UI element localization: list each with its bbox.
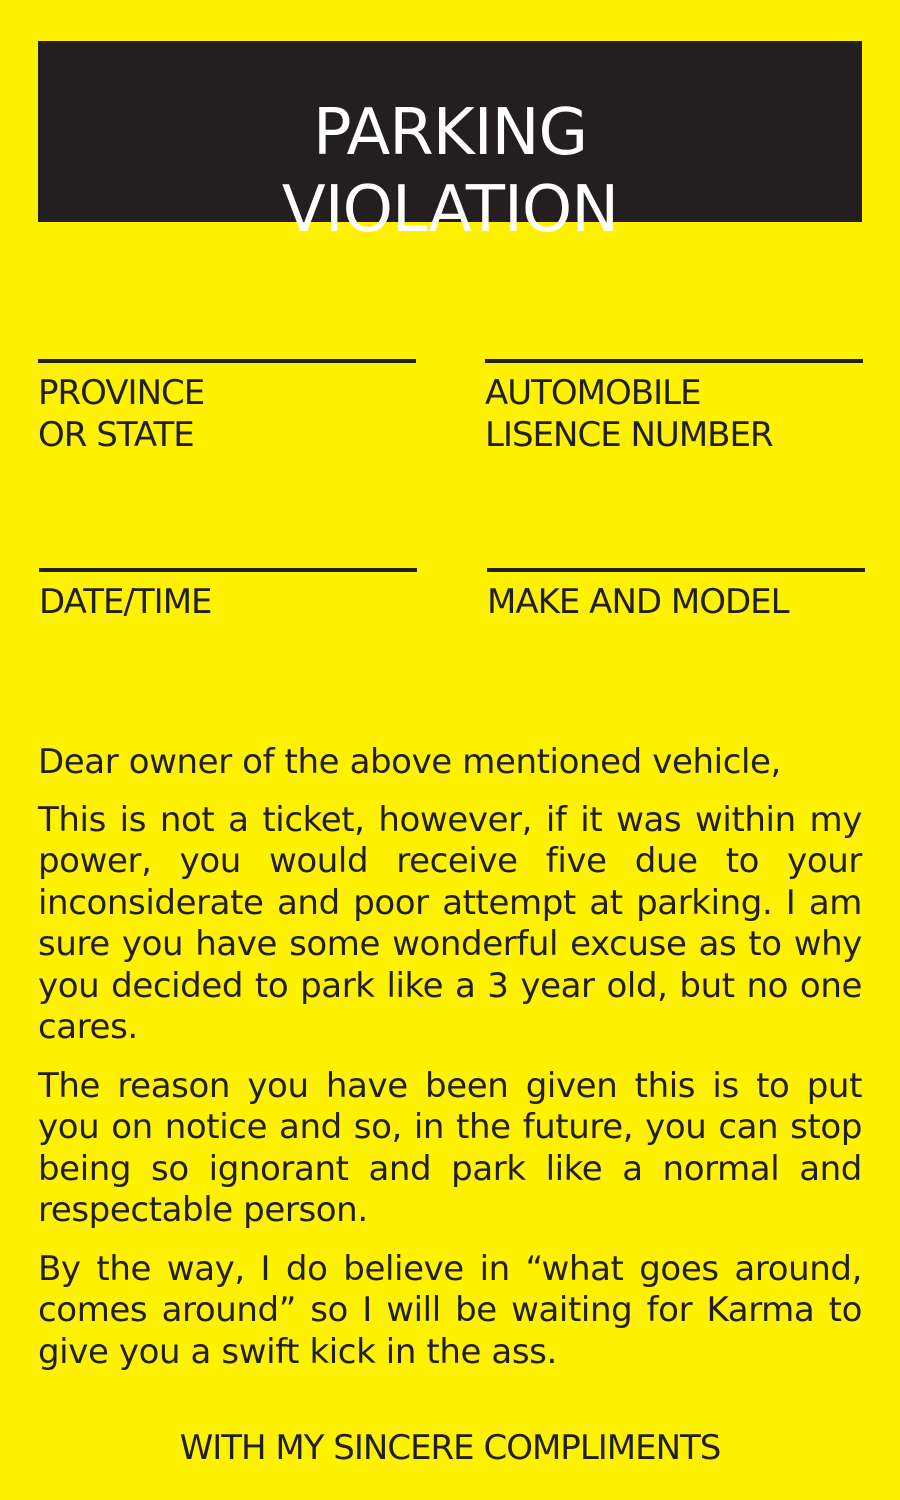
province-label-line2: OR STATE (38, 415, 194, 455)
signoff: WITH MY SINCERE COMPLIMENTS (179, 1428, 721, 1468)
make-model-write-line (487, 568, 865, 572)
letter-greeting: Dear owner of the above mentioned vehicle, (38, 742, 781, 782)
letter-paragraph-2: The reason you have been given this is to put you on notice and so, in the future, you can stop being so ignorant and park like a normal and respectable person. (38, 1065, 862, 1230)
license-label-line1: AUTOMOBILE (485, 373, 701, 413)
title-line-parking: PARKING (312, 96, 588, 170)
license-label (485, 372, 773, 456)
datetime-write-line (39, 568, 417, 572)
letter-paragraph-3: By the way, I do believe in “what goes around, comes around” so I will be waiting for Karma to give you a swift kick in the ass. (38, 1248, 862, 1372)
letter-paragraph-1: This is not a ticket, however, if it was within my power, you would receive five due to your inconsiderate and poor attempt at parking. I am sure you have some wonderful excuse as to why you decided to park like a 3 year old, but no one cares. (38, 799, 862, 1047)
datetime-label-line1: DATE/TIME (39, 582, 212, 622)
license-label-line2: LISENCE NUMBER (485, 415, 773, 455)
license-write-line (485, 359, 863, 363)
province-label (38, 372, 204, 456)
make-model-label (487, 581, 789, 623)
letter-body (38, 742, 862, 1390)
title-line-violation: VIOLATION (281, 173, 619, 247)
make-model-label-line1: MAKE AND MODEL (487, 582, 789, 622)
province-write-line (38, 359, 416, 363)
datetime-label (39, 581, 212, 623)
province-label-line1: PROVINCE (38, 373, 205, 413)
title-banner (38, 41, 862, 247)
